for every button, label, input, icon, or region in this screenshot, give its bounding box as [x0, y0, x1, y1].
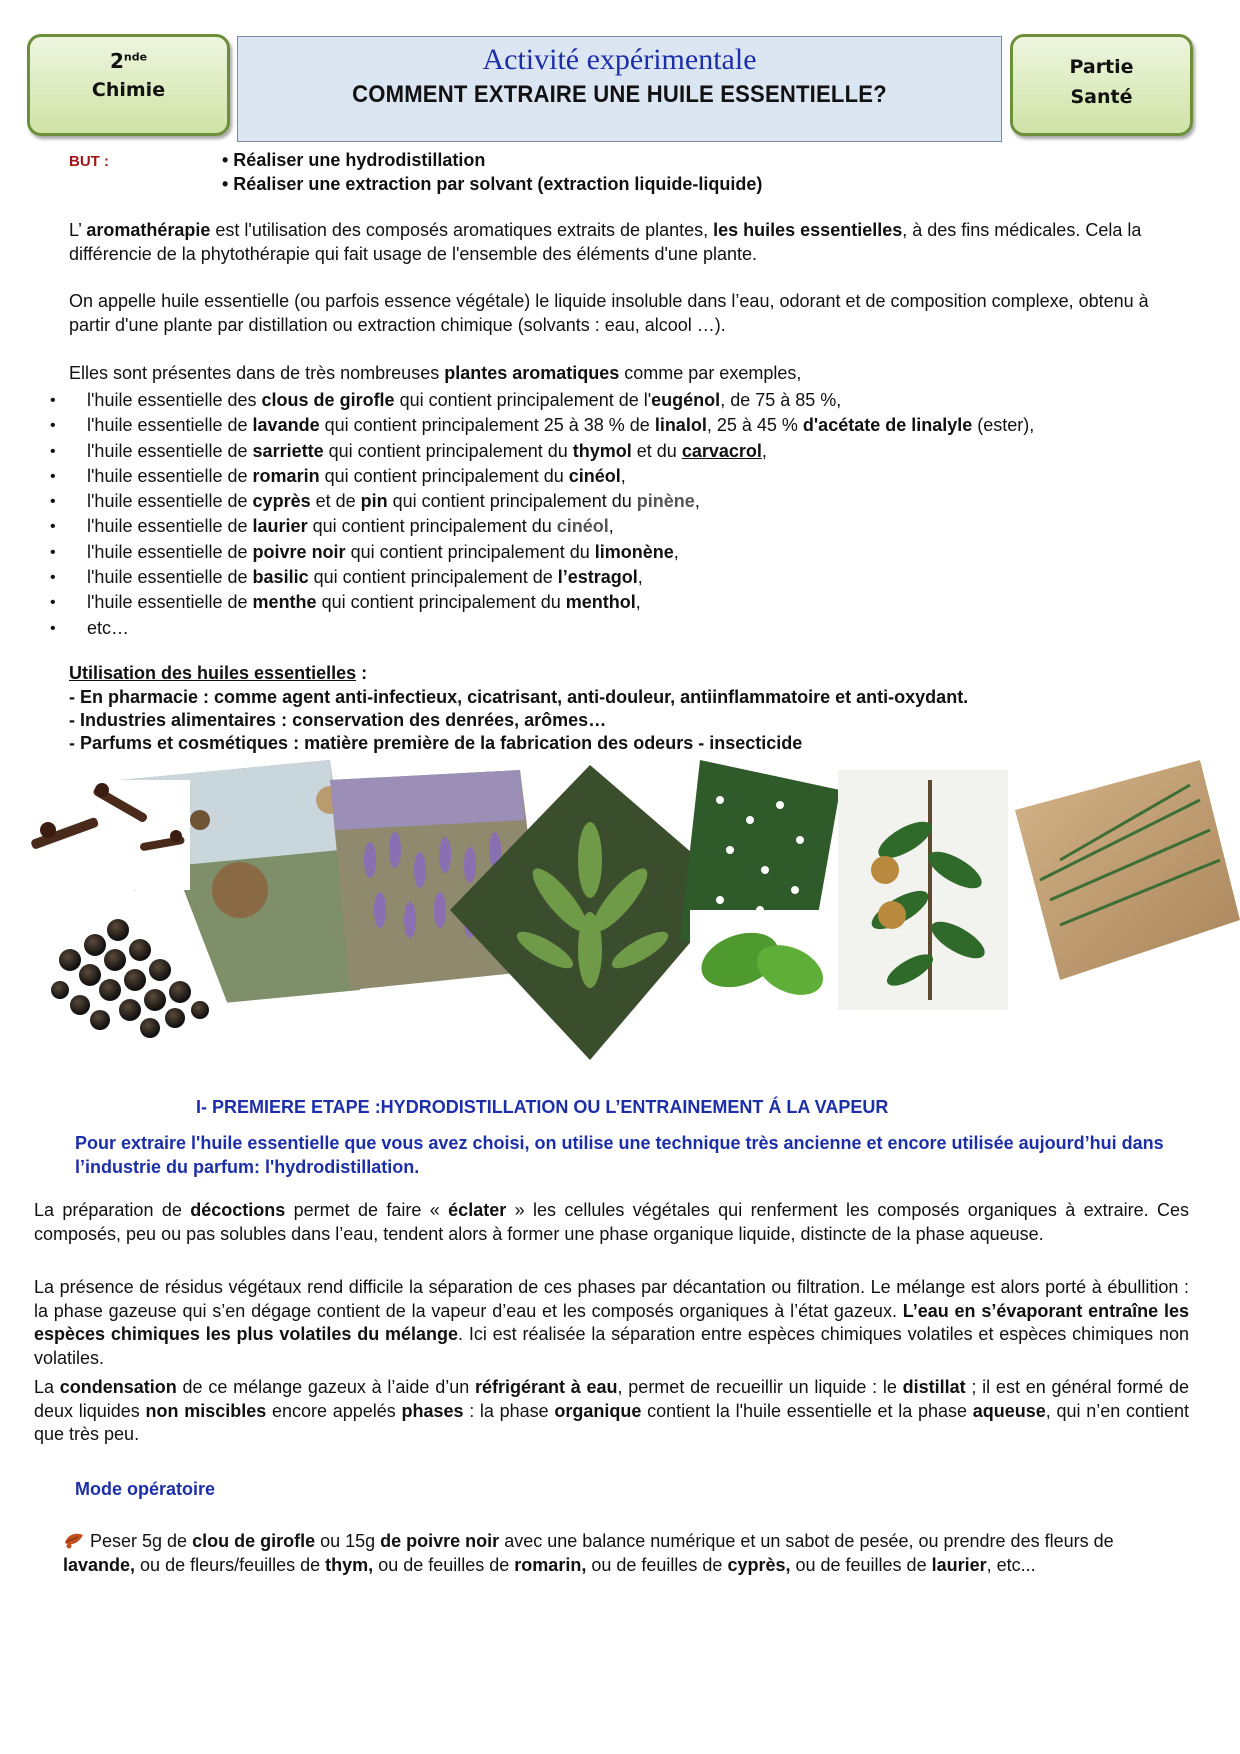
text: qui contient principalement du	[387, 491, 637, 512]
page-subtitle: COMMENT EXTRAIRE UNE HUILE ESSENTIELLE?	[352, 81, 887, 108]
term: carvacrol	[681, 440, 762, 461]
plant-list-item	[44, 388, 1204, 413]
text: qui contient principalement du	[345, 541, 595, 562]
text: qui contient principalement 25 à 38 % de	[319, 415, 655, 436]
uses-line: - Industries alimentaires : conservation des denrées, arômes…	[69, 710, 607, 730]
text: de ce mélange gazeux à l’aide d’un	[176, 1377, 475, 1397]
term: aqueuse	[972, 1400, 1046, 1421]
text: . Ici est réalisée la séparation entre espèces chimiques volatiles et espèces chimiques non volatiles.	[34, 1324, 1189, 1368]
text: : la phase	[463, 1400, 555, 1421]
text: qui contient principalement de l'	[394, 390, 652, 410]
term: d'acétate de linalyle	[802, 415, 973, 436]
clove-photo	[20, 780, 190, 890]
text: Elles sont présentes dans de très nombreuses	[69, 363, 445, 383]
level-superscript: nde	[123, 50, 148, 64]
term: cinéol	[556, 516, 609, 537]
text: qui contient principalement du	[323, 440, 573, 461]
plant-list-item	[44, 464, 1204, 489]
text: La	[34, 1377, 60, 1397]
text: , 25 à 45 %	[706, 415, 803, 436]
leaf-bullet-icon	[63, 1531, 85, 1549]
text: ou de feuilles de	[790, 1554, 932, 1575]
bullet-icon: •	[50, 493, 56, 511]
bullet-icon: •	[50, 467, 56, 485]
uses-line: - En pharmacie : comme agent anti-infectieux, cicatrisant, anti-douleur, antiinflammatoire et anti-oxydant.	[69, 687, 969, 707]
term: distillat	[902, 1377, 966, 1397]
section-title: I- PREMIERE ETAPE :HYDRODISTILLATION OU L’ENTRAINEMENT Á LA VAPEUR	[196, 1097, 889, 1117]
bullet-icon: •	[50, 518, 56, 536]
text: ,	[761, 440, 767, 461]
level-number: 2	[109, 49, 124, 73]
term: lavande,	[63, 1554, 136, 1575]
part-label: Partie	[1069, 56, 1134, 78]
term-essential-oils: les huiles essentielles	[713, 220, 903, 240]
term: eugénol	[651, 390, 721, 410]
text: qui contient principalement du	[319, 465, 569, 486]
bullet-icon: •	[50, 594, 56, 612]
text: , à des fins médicales. Cela la différencie de la phytothérapie qui fait usage de l'ensemble des éléments d'une plante.	[69, 220, 1142, 264]
term: cyprès	[252, 491, 311, 512]
text: ,	[620, 465, 626, 486]
term: sarriette	[252, 440, 324, 461]
term: de poivre noir	[380, 1531, 500, 1551]
text: comme par exemples,	[619, 363, 802, 383]
term: clou de girofle	[192, 1531, 316, 1551]
term: cyprès,	[727, 1554, 791, 1575]
text: l'huile essentielle de	[87, 541, 253, 562]
plant-collage-image	[0, 760, 1240, 1090]
text: ,	[635, 592, 641, 613]
text: L’	[69, 220, 87, 240]
plant-list-item	[44, 439, 1204, 464]
bullet-icon: •	[50, 619, 56, 637]
term: menthol	[565, 592, 636, 613]
uses-title-text: Utilisation des huiles essentielles	[69, 663, 357, 683]
title-box	[237, 36, 1002, 142]
text: et du	[631, 440, 682, 461]
text: l'huile essentielle de	[87, 592, 253, 613]
text: ,	[608, 516, 614, 537]
text: avec une balance numérique et un sabot de pesée, ou prendre des fleurs de	[499, 1531, 1114, 1551]
term: clous de girofle	[261, 390, 395, 410]
text: ,	[673, 541, 679, 562]
text: » les cellules végétales qui renferment les composés organiques à extraire. Ces composés, peu ou pas solubles dans l’eau, tendent alors à former une phase organique liquide, distincte de la phase aqueuse.	[34, 1200, 1189, 1244]
term: romarin,	[514, 1554, 587, 1575]
term: thym,	[325, 1554, 374, 1575]
text: l'huile essentielle de	[87, 465, 253, 486]
text: ou de feuilles de	[373, 1554, 515, 1575]
plant-list-item	[44, 514, 1204, 539]
term-decoctions: décoctions	[190, 1200, 286, 1220]
bullet-icon: •	[50, 543, 56, 561]
text: l'huile essentielle de	[87, 415, 253, 436]
text: (ester),	[972, 415, 1035, 436]
term: réfrigérant à eau	[474, 1377, 618, 1397]
text: qui contient principalement de	[308, 567, 558, 588]
text: contient la l'huile essentielle et la phase	[641, 1400, 973, 1421]
term: laurier	[931, 1554, 987, 1575]
plant-list-item	[44, 565, 1204, 590]
section-paragraph-2	[34, 1276, 1189, 1370]
subject-label: Chimie	[91, 79, 166, 101]
uses-line: - Parfums et cosmétiques : matière première de la fabrication des odeurs - insecticide	[69, 733, 803, 753]
text: ou de feuilles de	[586, 1554, 728, 1575]
term: limonène	[594, 541, 674, 562]
text: ou 15g	[315, 1531, 381, 1551]
bullet-icon: •	[50, 392, 56, 409]
plant-list-item	[44, 590, 1204, 615]
section-paragraph-1	[34, 1199, 1189, 1246]
term-eclater: éclater	[448, 1200, 507, 1220]
basil-photo	[690, 910, 831, 1020]
intro-paragraph-3	[69, 362, 1149, 386]
text: La préparation de	[34, 1200, 191, 1220]
text: l'huile essentielle des	[87, 390, 262, 410]
text: etc…	[87, 617, 130, 638]
goal-item: • Réaliser une hydrodistillation	[222, 150, 486, 170]
term: romarin	[252, 465, 320, 486]
text: , permet de recueillir un liquide : le	[617, 1377, 903, 1397]
level-box	[27, 34, 230, 136]
term-aromatherapy: aromathérapie	[86, 220, 211, 240]
page-title: Activité expérimentale	[482, 43, 757, 76]
text: l'huile essentielle de	[87, 491, 253, 512]
plant-list-item	[44, 616, 1204, 641]
section-paragraph-3	[34, 1376, 1189, 1447]
term: cinéol	[568, 465, 621, 486]
text: ou de fleurs/feuilles de	[135, 1554, 326, 1575]
key-sentence: L’eau en s’évaporant entraîne les espèces chimiques les plus volatiles du mélange	[34, 1300, 1189, 1344]
plant-list-item	[44, 489, 1204, 514]
intro-paragraph-1	[69, 219, 1149, 266]
term: phases	[401, 1400, 464, 1421]
text: encore appelés	[266, 1400, 402, 1421]
term: laurier	[252, 516, 308, 537]
text: :	[356, 663, 368, 683]
term: organique	[554, 1400, 642, 1421]
part-name: Santé	[1070, 86, 1133, 108]
text: , etc...	[986, 1554, 1036, 1575]
text: permet de faire «	[285, 1200, 449, 1220]
term-aromatic-plants: plantes aromatiques	[444, 363, 620, 383]
term: thymol	[572, 440, 632, 461]
rosemary-photo	[1015, 760, 1240, 980]
goal-label: BUT :	[69, 153, 109, 170]
term: pinène	[636, 491, 695, 512]
bullet-icon: •	[50, 417, 56, 435]
term: l’estragol	[557, 567, 638, 588]
section-lead: Pour extraire l'huile essentielle que vous avez choisi, on utilise une technique très ancienne et encore utilisée aujourd’hui dans l’industrie du parfum: l'hydrodistillation.	[75, 1133, 1164, 1177]
term: pin	[360, 491, 388, 512]
text: , qui n’en contient que très peu.	[34, 1400, 1189, 1444]
plant-list-item	[44, 413, 1204, 438]
cypress-photo	[838, 770, 1008, 1010]
text: l'huile essentielle de	[87, 516, 253, 537]
text: ,	[694, 491, 700, 512]
part-box	[1010, 34, 1193, 136]
term: poivre noir	[252, 541, 346, 562]
term: basilic	[252, 567, 309, 588]
goal-item: • Réaliser une extraction par solvant (extraction liquide-liquide)	[222, 174, 763, 194]
text: Peser 5g de	[85, 1531, 193, 1551]
text: l'huile essentielle de	[87, 567, 253, 588]
procedure-title: Mode opératoire	[75, 1479, 216, 1499]
procedure-step	[63, 1530, 1163, 1577]
text: , de 75 à 85 %,	[720, 390, 842, 410]
term: menthe	[252, 592, 317, 613]
plant-list	[44, 388, 1204, 641]
uses-title	[69, 662, 367, 686]
bullet-icon: •	[50, 569, 56, 587]
text: La présence de résidus végétaux rend difficile la séparation de ces phases par décantation ou filtration. Le mélange est alors porté à ébullition : la phase gazeuse qui s’en dégage contient de la vapeur d’eau et les composés organiques à l’état gazeux.	[34, 1277, 1189, 1321]
bullet-icon: •	[50, 442, 56, 460]
text: et de	[310, 491, 361, 512]
term: condensation	[59, 1377, 177, 1397]
plant-list-item	[44, 540, 1204, 565]
text: ,	[637, 567, 643, 588]
term: linalol	[654, 415, 707, 436]
text: ; il est en général formé de deux liquides	[34, 1377, 1190, 1421]
intro-paragraph-2: On appelle huile essentielle (ou parfois essence végétale) le liquide insoluble dans l’eau, odorant et de composition complexe, obtenu à partir d'une plante par distillation ou extraction chimique (solvants : eau, alcool …).	[69, 291, 1149, 335]
text: qui contient principalement du	[307, 516, 557, 537]
text: l'huile essentielle de	[87, 440, 253, 461]
text: est l'utilisation des composés aromatiques extraits de plantes,	[210, 220, 714, 240]
term: non miscibles	[145, 1400, 267, 1421]
term: lavande	[252, 415, 320, 436]
text: qui contient principalement du	[316, 592, 566, 613]
